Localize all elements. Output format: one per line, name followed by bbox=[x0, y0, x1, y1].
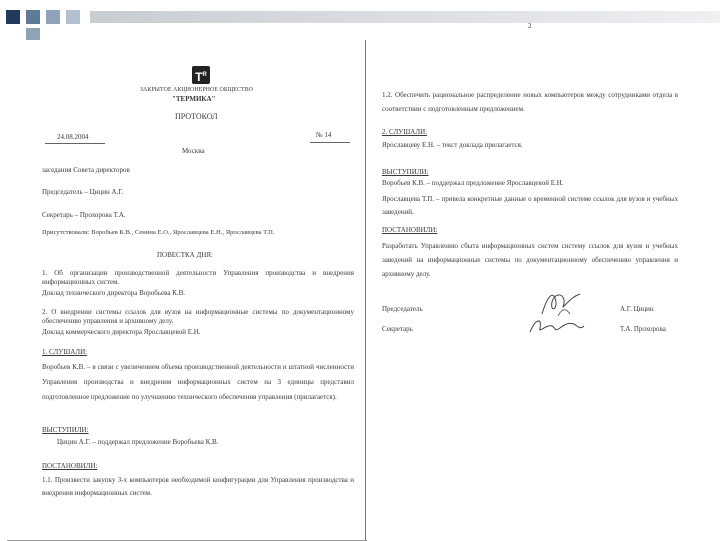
decided-title-2: ПОСТАНОВИЛИ: bbox=[382, 226, 438, 234]
protocol-page-1 bbox=[7, 40, 367, 541]
secretary-label: Секретарь bbox=[382, 325, 413, 333]
heard-text-2: Ярославцеву Е.Н. – текст доклада прилагается. bbox=[382, 141, 523, 149]
protocol-page-2 bbox=[366, 22, 712, 540]
spoke-text-2b: Ярославцева Т.П. – привела конкретные данные о временной системе ссылок для вузов и учебных заведений. bbox=[382, 195, 678, 216]
spoke-text: Цицин А.Г. – поддержал предложение Воробьева К.В. bbox=[57, 438, 219, 446]
corner-square bbox=[6, 10, 20, 24]
title-bar bbox=[90, 11, 720, 23]
chair-name: А.Г. Цицин bbox=[620, 305, 654, 313]
secretary-line: Секретарь – Прохорова Т.А. bbox=[42, 211, 126, 219]
number-underline bbox=[310, 142, 350, 143]
org-name: "ТЕРМИКА" bbox=[172, 95, 216, 103]
org-line: ЗАКРЫТОЕ АКЦИОНЕРНОЕ ОБЩЕСТВО bbox=[140, 87, 253, 93]
page-number: 2 bbox=[528, 22, 532, 30]
item-1-2: 1.2. Обеспечить рациональное распределение новых компьютеров между сотрудниками отдела в соответствии с подготовленным предложением. bbox=[382, 91, 678, 113]
corner-square bbox=[26, 10, 40, 24]
spoke-title: ВЫСТУПИЛИ: bbox=[42, 426, 89, 434]
decided-title: ПОСТАНОВИЛИ: bbox=[42, 462, 98, 470]
secretary-signature bbox=[526, 314, 586, 338]
spoke-title-2: ВЫСТУПИЛИ: bbox=[382, 168, 429, 176]
protocol-date: 24.08.2004 bbox=[57, 133, 89, 141]
heard-title-2: 2. СЛУШАЛИ: bbox=[382, 128, 428, 136]
date-underline bbox=[45, 143, 105, 144]
corner-square bbox=[66, 10, 80, 24]
decided-text: 1.1. Произвести закупку 3-х компьютеров необходимой конфигурации для Управления производства и внедрения информационных систем. bbox=[42, 476, 354, 497]
document-title: ПРОТОКОЛ bbox=[175, 112, 218, 121]
chair-line: Председатель – Цицин А.Г. bbox=[42, 188, 124, 196]
spoke-text-2a: Воробьев К.В. – поддержал предложение Ярославцевой Е.Н. bbox=[382, 179, 564, 187]
protocol-number: № 14 bbox=[316, 131, 332, 139]
agenda-item-1-report: Доклад технического директора Воробьева К.В. bbox=[42, 289, 186, 297]
agenda-item-2: 2. О внедрении системы ссылок для вузов на информационные системы по документационному обеспечению управления и архивному делу. bbox=[42, 308, 354, 325]
decided-text-2: Разработать Управлению сбыта информационных систем систему ссылок для вузов и учебных заведений на информационные системы по документационному обеспечению управления и архивному делу. bbox=[382, 242, 678, 278]
meeting-title: заседания Совета директоров bbox=[42, 166, 130, 174]
agenda-title: ПОВЕСТКА ДНЯ: bbox=[157, 251, 213, 259]
heard-text: Воробьев К.В. – в связи с увеличением объема производственной деятельности и штатной численности Управления производства и внедрения информационных систем на 3 единицы представил подготовленное предложение по улучшению технического обеспечения управления (прилагается). bbox=[42, 363, 354, 401]
secretary-name: Т.А. Прохорова bbox=[620, 325, 666, 333]
agenda-item-1: 1. Об организации производственной деятельности Управления производства и внедрения информационных систем. bbox=[42, 269, 354, 286]
chair-label: Председатель bbox=[382, 305, 423, 313]
agenda-item-2-report: Доклад коммерческого директора Ярославцевой Е.Н. bbox=[42, 328, 201, 336]
company-logo: $T^R$ bbox=[192, 66, 210, 84]
heard-title: 1. СЛУШАЛИ: bbox=[42, 348, 88, 356]
corner-square bbox=[46, 10, 60, 24]
city: Москва bbox=[182, 147, 205, 155]
present-line: Присутствовали: Воробьев К.В., Сенина Е.О., Ярославцева Е.Н., Ярославцева Т.П. bbox=[42, 229, 275, 236]
